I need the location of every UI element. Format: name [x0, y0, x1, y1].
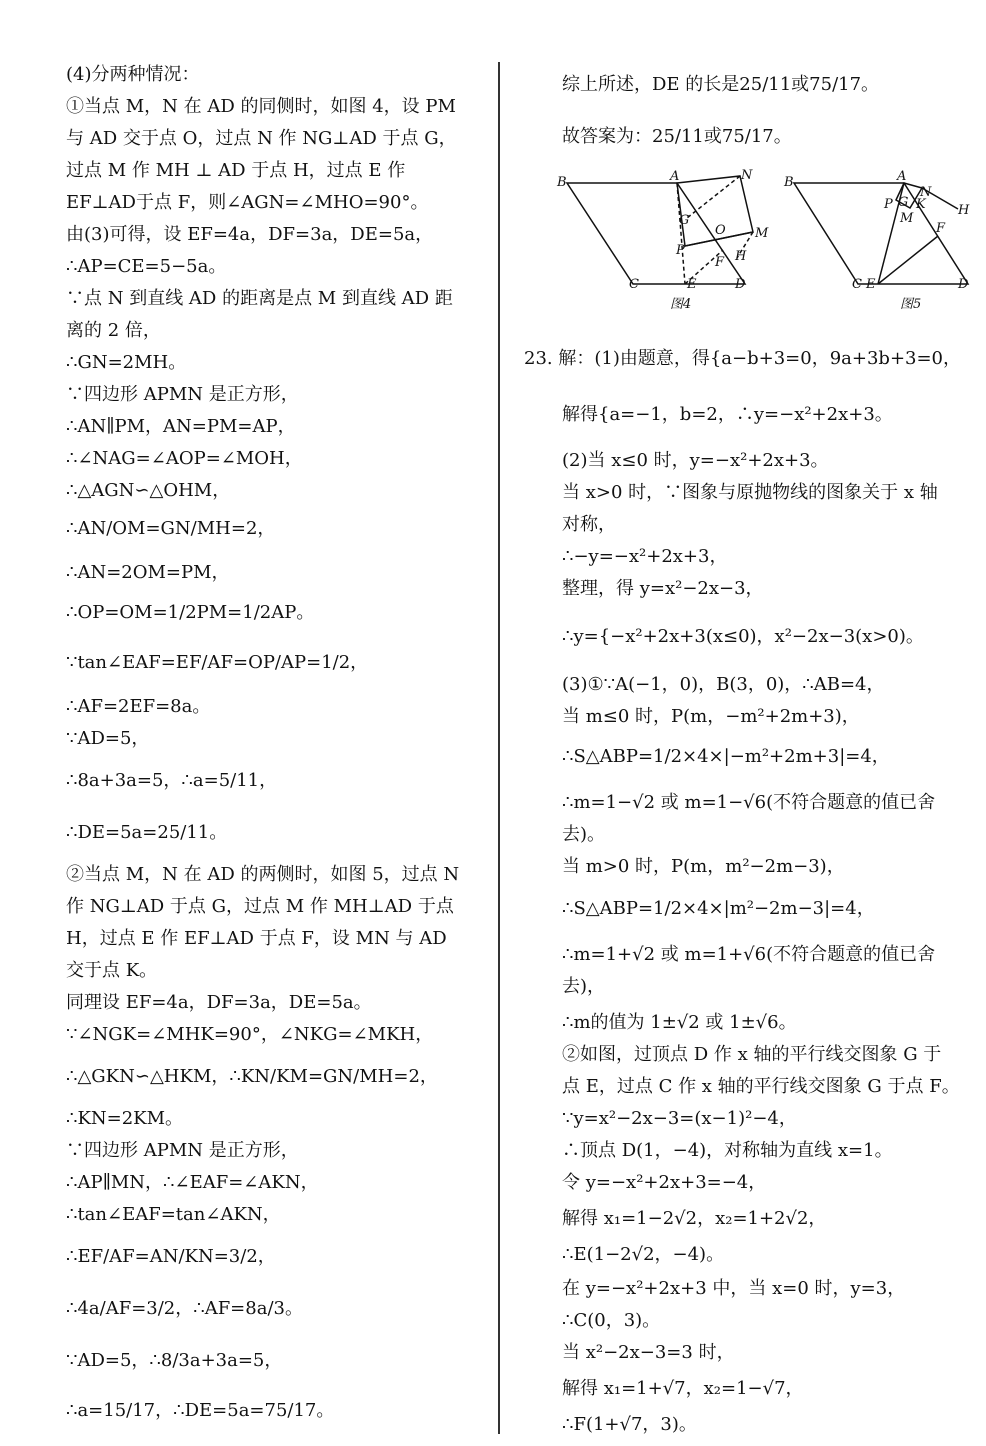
label: E	[687, 277, 697, 292]
label: N	[741, 168, 753, 183]
text-line: H，过点 E 作 EF⊥AD 于点 F，设 MN 与 AD	[66, 928, 447, 949]
text-line: 23. 解：(1)由题意，得{a−b+3=0，9a+3b+3=0，	[524, 348, 962, 369]
text-line: ∴m的值为 1±√2 或 1±√6。	[562, 1012, 797, 1033]
text-line: 离的 2 倍，	[66, 320, 161, 341]
text-line: ∴OP=OM=1/2PM=1/2AP。	[66, 602, 315, 623]
text-line: 由(3)可得，设 EF=4a，DF=3a，DE=5a，	[66, 224, 434, 245]
text-line: ②当点 M，N 在 AD 的两侧时，如图 5，过点 N	[66, 864, 460, 885]
text-line: ∴F(1+√7，3)。	[562, 1414, 697, 1435]
label: C	[852, 277, 862, 292]
label: P	[884, 197, 893, 212]
text-line: 当 x²−2x−3=3 时，	[562, 1342, 735, 1363]
figure-caption: 图5	[900, 297, 922, 312]
text-line: ∴△GKN∽△HKM，∴KN/KM=GN/MH=2，	[66, 1066, 438, 1087]
text-line: (2)当 x≤0 时，y=−x²+2x+3。	[562, 450, 829, 471]
label: B	[784, 175, 794, 190]
text-line: ∵y=x²−2x−3=(x−1)²−4，	[562, 1108, 797, 1129]
label: E	[866, 277, 876, 292]
text-line: ∴AF=2EF=8a。	[66, 696, 211, 717]
text-line: EF⊥AD于点 F，则∠AGN=∠MHO=90°。	[66, 192, 429, 213]
text-line: ∴DE=5a=25/11。	[66, 822, 228, 843]
label: O	[715, 223, 726, 238]
text-line: ∵AD=5，∴8/3a+3a=5，	[66, 1350, 283, 1371]
label: A	[897, 169, 907, 184]
text-line: ∴AN=2OM=PM，	[66, 562, 230, 583]
label: D	[735, 277, 746, 292]
text-line: 综上所述，DE 的长是25/11或75/17。	[562, 74, 880, 95]
text-line: ∴4a/AF=3/2，∴AF=8a/3。	[66, 1298, 303, 1319]
text-line: ∴y={−x²+2x+3(x≤0)，x²−2x−3(x>0)。	[562, 626, 924, 647]
text-line: 同理设 EF=4a，DF=3a，DE=5a。	[66, 992, 372, 1013]
text-line: 作 NG⊥AD 于点 G，过点 M 作 MH⊥AD 于点	[66, 896, 454, 917]
figure-4-diagram	[555, 166, 785, 316]
text-line: 解得{a=−1，b=2，∴y=−x²+2x+3。	[562, 404, 893, 425]
text-line: 令 y=−x²+2x+3=−4，	[562, 1172, 767, 1193]
label: H	[735, 249, 747, 264]
label: K	[916, 197, 926, 212]
text-line: ∵四边形 APMN 是正方形，	[66, 1140, 299, 1161]
text-line: ∴AP=CE=5−5a。	[66, 256, 227, 277]
text-line: ②如图，过顶点 D 作 x 轴的平行线交图象 G 于	[562, 1044, 942, 1065]
figure-5	[782, 166, 982, 316]
text-line: 与 AD 交于点 O，过点 N 作 NG⊥AD 于点 G，	[66, 128, 457, 149]
label: F	[936, 221, 946, 236]
text-line: ∴GN=2MH。	[66, 352, 187, 373]
text-line: ∴EF/AF=AN/KN=3/2，	[66, 1246, 276, 1267]
text-line: 去)，	[562, 976, 606, 997]
text-line: ∵四边形 APMN 是正方形，	[66, 384, 299, 405]
text-line: ∵∠NGK=∠MHK=90°，∠NKG=∠MKH，	[66, 1024, 434, 1045]
label: H	[958, 203, 970, 218]
text-line: 交于点 K。	[66, 960, 158, 981]
figure-5-diagram	[782, 166, 982, 316]
figure-4	[555, 166, 785, 316]
text-line: (4)分两种情况：	[66, 64, 200, 85]
text-line: ①当点 M，N 在 AD 的同侧时，如图 4，设 PM	[66, 96, 456, 117]
label: P	[676, 243, 685, 258]
text-line: ∵tan∠EAF=EF/AF=OP/AP=1/2，	[66, 652, 369, 673]
text-line: 解得 x₁=1−2√2，x₂=1+2√2，	[562, 1208, 827, 1229]
text-line: 当 x>0 时，∵图象与原抛物线的图象关于 x 轴	[562, 482, 938, 503]
text-line: ∴AP∥MN，∴∠EAF=∠AKN，	[66, 1172, 319, 1193]
label: A	[670, 169, 680, 184]
text-line: ∴tan∠EAF=tan∠AKN，	[66, 1204, 281, 1225]
line-ef	[878, 236, 938, 284]
text-line: ∴S△ABP=1/2×4×|m²−2m−3|=4，	[562, 898, 875, 919]
text-line: ∴m=1+√2 或 m=1+√6(不符合题意的值已舍	[562, 944, 936, 965]
text-line: ∴E(1−2√2，−4)。	[562, 1244, 725, 1265]
text-line: ∴顶点 D(1，−4)，对称轴为直线 x=1。	[562, 1140, 893, 1161]
text-line: ∴m=1−√2 或 m=1−√6(不符合题意的值已舍	[562, 792, 936, 813]
figure-caption: 图4	[670, 297, 692, 312]
text-line: ∴S△ABP=1/2×4×|−m²+2m+3|=4，	[562, 746, 890, 767]
text-line: ∴KN=2KM。	[66, 1108, 184, 1129]
text-line: ∴a=15/17，∴DE=5a=75/17。	[66, 1400, 335, 1421]
text-line: ∴C(0，3)。	[562, 1310, 661, 1331]
text-line: 过点 M 作 MH ⊥ AD 于点 H，过点 E 作	[66, 160, 406, 181]
text-line: ∴−y=−x²+2x+3，	[562, 546, 728, 567]
text-line: 整理，得 y=x²−2x−3，	[562, 578, 764, 599]
text-line: ∴AN/OM=GN/MH=2，	[66, 518, 276, 539]
text-line: ∴AN∥PM，AN=PM=AP，	[66, 416, 296, 437]
label: N	[920, 185, 932, 200]
text-line: 对称，	[562, 514, 616, 535]
text-line: ∴8a+3a=5，∴a=5/11，	[66, 770, 278, 791]
text-line: 当 m≤0 时，P(m，−m²+2m+3)，	[562, 706, 860, 727]
label: D	[958, 277, 969, 292]
column-divider	[498, 62, 500, 1434]
label: C	[629, 277, 639, 292]
text-line: 去)。	[562, 824, 606, 845]
text-line: ∵AD=5，	[66, 728, 150, 749]
label: F	[715, 255, 725, 270]
text-line: 当 m>0 时，P(m，m²−2m−3)，	[562, 856, 845, 877]
text-line: ∵点 N 到直线 AD 的距离是点 M 到直线 AD 距	[66, 288, 453, 309]
label: M	[755, 226, 769, 241]
text-line: ∴△AGN∽△OHM，	[66, 480, 231, 501]
text-line: (3)①∵A(−1，0)，B(3，0)，∴AB=4，	[562, 674, 885, 695]
text-line: 解得 x₁=1+√7，x₂=1−√7，	[562, 1378, 804, 1399]
text-line: 在 y=−x²+2x+3 中，当 x=0 时，y=3，	[562, 1278, 906, 1299]
label: M	[900, 211, 914, 226]
text-line: ∴∠NAG=∠AOP=∠MOH，	[66, 448, 303, 469]
label: B	[557, 175, 567, 190]
text-line: 点 E，过点 C 作 x 轴的平行线交图象 G 于点 F。	[562, 1076, 960, 1097]
text-line: 故答案为：25/11或75/17。	[562, 126, 792, 147]
label: G	[898, 195, 909, 210]
dashed-ng	[687, 176, 740, 218]
label: G	[679, 213, 690, 228]
